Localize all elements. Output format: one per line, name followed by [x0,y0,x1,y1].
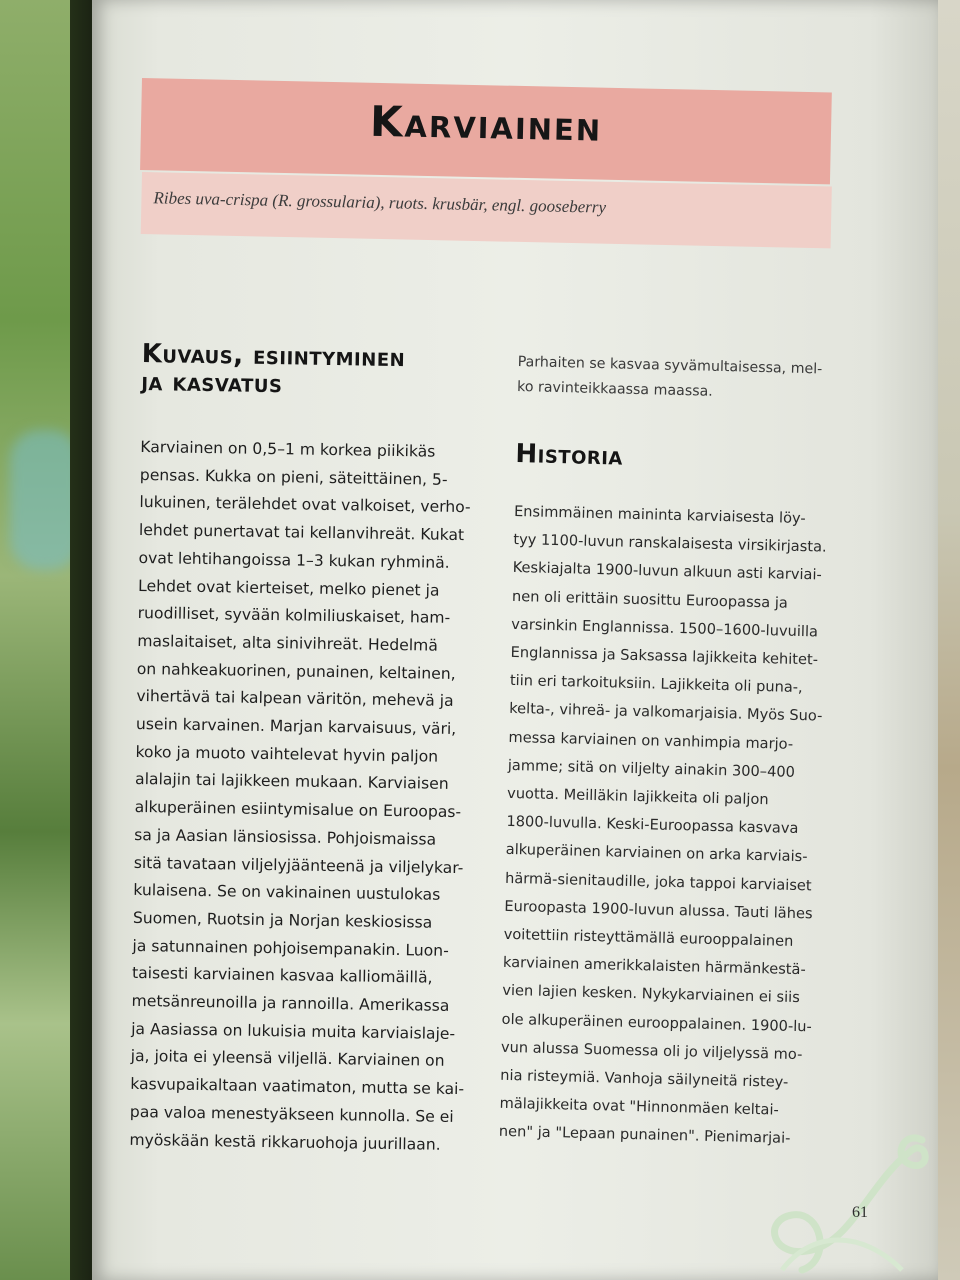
text-line: lehdet punertavat tai kellanvihreät. Kukat [138,521,465,545]
left-column [129,340,502,1160]
text-line: nen" ja "Lepaan punainen". Pienimarjai- [498,1123,791,1148]
text-line: mälajikkeita ovat "Hinnonmäen keltai- [499,1095,779,1119]
text-line: taisesti karviainen kasvaa kalliomäillä, [131,964,433,988]
text-line: Lehdet ovat kierteiset, melko pienet ja [138,576,440,600]
species-subtitle: Ribes uva-crispa (R. grossularia), ruots. krusbär, engl. gooseberry [153,188,607,217]
text-line: ja satunnainen pohjoisempanakin. Luon- [132,936,449,960]
text-line: maslaitaiset, alta sinivihreät. Hedelmä [137,631,438,655]
text-line: metsänreunoilla ja rannoilla. Amerikassa [131,991,450,1015]
right-column [499,350,848,1154]
text-line: ja Aasiassa on lukuisia muita karviaislaje- [131,1019,456,1043]
text-line: alalajin tai lajikkeen mukaan. Karviaisen [134,770,449,794]
title-band [140,78,832,184]
text-line: Euroopasta 1900-luvun alussa. Tauti lähes [504,897,813,923]
text-line: ja, joita ei yleensä viljellä. Karviainen on [130,1047,445,1071]
section-heading-description [141,340,502,402]
text-line: kasvupaikaltaan vaatimaton, mutta se kai- [130,1075,465,1099]
text-line: koko ja muoto vaihtelevat hyvin paljon [135,742,439,766]
text-line: kulaisena. Se on vakinainen uustulokas [133,881,441,905]
text-line: ole alkuperäinen eurooppalainen. 1900-lu- [501,1010,813,1036]
text-line: jamme; sitä on viljelty ainakin 300–400 [507,756,796,781]
text-line: nia risteymiä. Vanhoja säilyneitä ristey- [500,1066,789,1091]
text-line: 1800-luvulla. Keski-Euroopassa kasvava [506,813,799,838]
text-line: vihertävä tai kalpean väritön, mehevä ja [136,687,454,711]
text-line: on nahkeakuorinen, punainen, keltainen, [136,659,456,683]
subtitle-band [141,172,832,248]
text-line: ruodilliset, syvään kolmiliuskaiset, ham- [137,604,451,628]
text-line: tiin eri tarkoituksiin. Lajikkeita oli puna-, [509,672,803,697]
text-line: Karviainen on 0,5–1 m korkea piikikäs [140,437,436,461]
description-continuation [517,350,848,408]
book-page [92,0,938,1280]
text-line: alkuperäinen esiintymisalue on Euroopas- [134,798,462,822]
text-line: tyy 1100-luvun ranskalaisesta virsikirjasta. [513,531,827,556]
flourish-ornament [752,1120,932,1280]
description-text [129,434,500,1160]
text-line: myöskään kestä rikkaruohoja juurillaan. [129,1130,441,1154]
text-line: lukuinen, terälehdet ovat valkoiset, verho- [139,493,471,517]
page-title: Karviainen [369,96,603,151]
heading-line: ja kasvatus [141,366,283,400]
text-line: Keskiajalta 1900-luvun alkuun asti karviai- [512,559,822,584]
text-line: usein karvainen. Marjan karvaisuus, väri, [135,714,457,739]
text-line: messa karviainen on vanhimpia marjo- [508,728,794,753]
text-line: Ensimmäinen maininta karviaisesta löy- [513,502,806,528]
text-line: voitettiin risteyttämällä eurooppalainen [503,925,794,950]
text-line: sitä tavataan viljelyjäänteenä ja viljelykar- [133,853,464,877]
text-line: alkuperäinen karviainen on arka karviais- [505,841,808,866]
text-line: nen oli erittäin suosittu Euroopassa ja [511,587,789,612]
text-line: vien lajien kesken. Nykykarviainen ei siis [502,982,801,1007]
text-line: Parhaiten se kasvaa syvämultaisessa, mel- [517,353,823,378]
text-line: vuotta. Meilläkin lajikkeita oli paljon [506,784,769,809]
text-line: kelta-, vihreä- ja valkomarjaisia. Myös Suo- [509,700,823,725]
text-line: karviainen amerikkalaisten härmänkestä- [502,954,806,979]
page-number: 61 [852,1204,868,1221]
text-line: härmä-sienitaudille, joka tappoi karviaiset [504,869,812,894]
text-line: vun alussa Suomessa oli jo viljelyssä mo- [500,1038,803,1064]
section-heading-history: Historia [515,438,624,472]
text-line: pensas. Kukka on pieni, säteittäinen, 5- [139,465,448,489]
heading-line: Kuvaus, esiintyminen [141,339,406,374]
text-line: Suomen, Ruotsin ja Norjan keskiosissa [132,908,433,932]
text-line: ko ravinteikkaassa maassa. [516,378,713,400]
text-line: paa valoa menestyäkseen kunnolla. Se ei [129,1102,454,1126]
text-line: varsinkin Englannissa. 1500–1600-luvuilla [511,615,819,641]
history-text [499,498,845,1155]
text-line: Englannissa ja Saksassa lajikkeita kehitet- [510,643,819,669]
text-line: ovat lehtihangoissa 1–3 kukan ryhminä. [138,548,450,572]
text-line: sa ja Aasian länsiosissa. Pohjoismaissa [134,825,437,849]
